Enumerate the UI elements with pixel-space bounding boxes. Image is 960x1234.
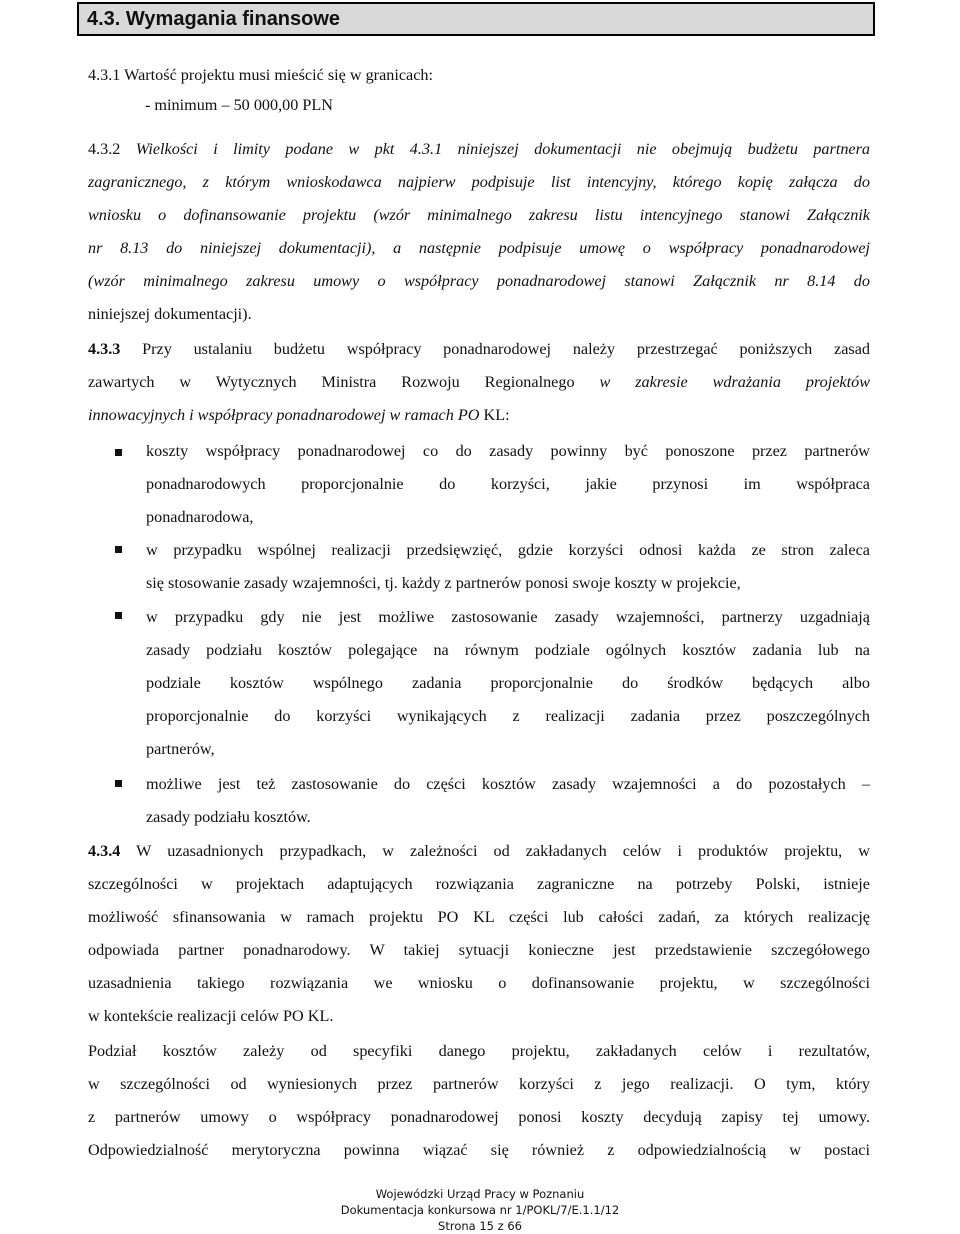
paragraph-text: Wartość projektu musi mieścić się w granicach: (120, 66, 433, 84)
text-line: szczególności w projektach adaptujących rozwiązania zagraniczne na potrzeby Polski, istnieje (88, 875, 870, 893)
text-line: zasady podziału kosztów. (146, 808, 311, 826)
paragraph-number: 4.3.2 (88, 140, 121, 158)
bullet-item-1 (146, 440, 870, 539)
text-line: (wzór minimalnego zakresu umowy o współpracy ponadnarodowej stanowi Załącznik nr 8.14 do (88, 272, 870, 290)
text-line (88, 840, 870, 873)
minimum-value-line: - minimum – 50 000,00 PLN (145, 96, 333, 114)
text-line: w kontekście realizacji celów PO KL. (88, 1007, 334, 1025)
text-line: zasady podziału kosztów polegające na równym podziale ogólnych kosztów zadania lub na (146, 641, 870, 659)
text-line: koszty współpracy ponadnarodowej co do zasady powinny być ponoszone przez partnerów (146, 442, 870, 460)
text-line: Podział kosztów zależy od specyfiki danego projektu, zakładanych celów i rezultatów, (88, 1042, 870, 1060)
text-line: możliwość sfinansowania w ramach projektu PO KL części lub całości zadań, za których realizację (88, 908, 870, 926)
bullet-item-4 (146, 773, 870, 839)
bullet-item-2 (146, 539, 870, 605)
footer-institution: Wojewódzki Urząd Pracy w Poznaniu (375, 1187, 585, 1201)
text-line: zagranicznego, z którym wnioskodawca najpierw podpisuje list intencyjny, którego kopię załącza do (88, 173, 870, 191)
line-text-italic: innowacyjnych i współpracy ponadnarodowej w ramach PO (88, 406, 480, 424)
bullet-square-icon (115, 612, 122, 619)
text-line (88, 138, 870, 171)
line-text-italic: w zakresie wdrażania projektów (599, 373, 870, 391)
text-line: proporcjonalnie do korzyści wynikających z realizacji zadania przez poszczególnych (146, 707, 870, 725)
paragraph-4-3-1 (88, 64, 433, 86)
paragraph-number: 4.3.1 (88, 66, 121, 84)
text-line: w przypadku gdy nie jest możliwe zastosowanie zasady wzajemności, partnerzy uzgadniają (146, 608, 870, 626)
text-line: ponadnarodowych proporcjonalnie do korzyści, jakie przynosi im współpraca (146, 475, 870, 493)
section-title: 4.3. Wymagania finansowe (87, 7, 341, 30)
bullet-square-icon (115, 780, 122, 787)
text-line: w szczególności od wyniesionych przez partnerów korzyści z jego realizacji. O tym, który (88, 1075, 870, 1093)
text-line (88, 371, 870, 404)
footer-page-number: Strona 15 z 66 (438, 1219, 522, 1233)
bullet-item-3 (146, 606, 870, 771)
text-line: Odpowiedzialność merytoryczna powinna wiązać się również z odpowiedzialnością w postaci (88, 1141, 870, 1159)
text-line: partnerów, (146, 740, 215, 758)
text-line (88, 404, 870, 437)
text-line: z partnerów umowy o współpracy ponadnarodowej ponosi koszty decydują zapisy tej umowy. (88, 1108, 870, 1126)
text-line: w przypadku wspólnej realizacji przedsięwzięć, gdzie korzyści odnosi każda ze stron zaleca (146, 541, 870, 559)
section-heading-box (77, 2, 875, 36)
text-line: ponadnarodowa, (146, 508, 254, 526)
text-line: możliwe jest też zastosowanie do części kosztów zasady wzajemności a do pozostałych – (146, 775, 870, 793)
bullet-square-icon (115, 449, 122, 456)
line-text: W uzasadnionych przypadkach, w zależności od zakładanych celów i produktów projektu, w (120, 842, 870, 860)
text-line: niniejszej dokumentacji). (88, 305, 252, 323)
paragraph-4-3-2 (88, 138, 870, 336)
text-line: uzasadnienia takiego rozwiązania we wniosku o dofinansowanie projektu, w szczególności (88, 974, 870, 992)
line-text: Przy ustalaniu budżetu współpracy ponadnarodowej należy przestrzegać poniższych zasad (120, 340, 870, 358)
text-line (88, 338, 870, 371)
bullet-square-icon (115, 546, 122, 553)
text-line: nr 8.13 do niniejszej dokumentacji), a następnie podpisuje umowę o współpracy ponadnarodowej (88, 239, 870, 257)
line-text: Wielkości i limity podane w pkt 4.3.1 niniejszej dokumentacji nie obejmują budżetu partnera (120, 140, 870, 158)
paragraph-cost-division (88, 1040, 870, 1172)
line-text: zawartych w Wytycznych Ministra Rozwoju Regionalnego (88, 373, 575, 391)
paragraph-4-3-3 (88, 338, 870, 437)
paragraph-number: 4.3.3 (88, 340, 121, 358)
text-line: podziale kosztów wspólnego zadania proporcjonalnie do środków będących albo (146, 674, 870, 692)
paragraph-number: 4.3.4 (88, 842, 121, 860)
footer-document-number: Dokumentacja konkursowa nr 1/POKL/7/E.1.1/12 (340, 1203, 620, 1217)
line-text: KL: (479, 406, 510, 424)
text-line: wniosku o dofinansowanie projektu (wzór minimalnego zakresu listu intencyjnego stanowi Załącznik (88, 206, 870, 224)
text-line: odpowiada partner ponadnarodowy. W takiej sytuacji konieczne jest przedstawienie szczegółowego (88, 941, 870, 959)
text-line: się stosowanie zasady wzajemności, tj. każdy z partnerów ponosi swoje koszty w projekcie, (146, 574, 741, 592)
paragraph-4-3-4 (88, 840, 870, 1038)
